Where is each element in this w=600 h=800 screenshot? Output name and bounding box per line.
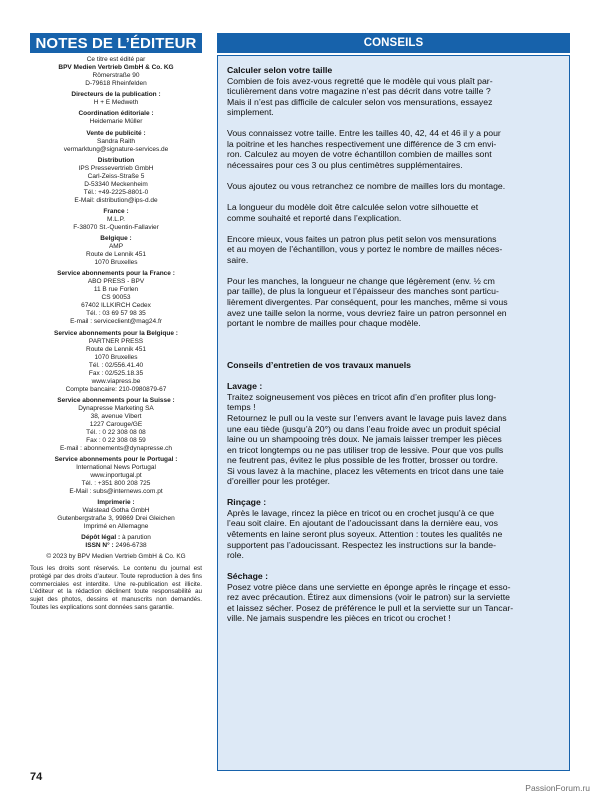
imprint-line: AMP: [108, 243, 124, 251]
legal-notice: Tous les droits sont réservés. Le contenu du journal est protégé par des droits d’auteur. Toute reproduction à des fins commerciales est interdite. Une re-publication est illicite. L’éditeur et la rédaction déclinent toute responsabilité au sujet des photos, dessins et manuscrits non demandés. Toutes les explications sont données sans garantie.: [30, 565, 202, 611]
imprint-line: IPS Pressevertrieb GmbH: [78, 164, 154, 172]
imprint-line: Route de Lennik 451: [86, 345, 146, 353]
imprint-line: ABO PRESS - BPV: [87, 278, 145, 286]
imprint-line-value: à parution: [120, 534, 151, 542]
paragraph-line: saire.: [227, 254, 249, 265]
care-block: [227, 571, 561, 624]
imprint-block: [30, 130, 202, 154]
imprint-block: [30, 330, 202, 394]
imprint-line: www.viapress.be: [91, 377, 141, 385]
imprint-line: 1070 Bruxelles: [94, 259, 138, 267]
imprint-line: Walstead Gotha GmbH: [82, 507, 150, 515]
care-line: vêtements en laine seront plus soyeux. Attention : toutes les qualités ne: [227, 528, 503, 539]
paragraph-line: et au moyen de l’échantillon, vous y portez le nombre de mailles néces-: [227, 244, 503, 255]
imprint-line-label: Dépôt légal :: [81, 534, 121, 542]
page-number: 74: [30, 771, 43, 783]
imprint-line: International News Portugal: [76, 463, 156, 471]
imprint-line: Fax : 02/525.18.35: [88, 369, 144, 377]
care-line: ne feutrent pas, évitez le plus possible de les frotter, brosser ou tordre.: [227, 455, 498, 466]
paragraph-line: Vous connaissez votre taille. Entre les tailles 40, 42, 44 et 46 il y a pour: [227, 128, 501, 139]
imprint-line: E-Mail : subs@internews.com.pt: [69, 487, 163, 495]
imprint-block-title: France :: [103, 207, 129, 215]
care-heading: Rinçage :: [227, 497, 267, 508]
paragraph-line: lièrement divergentes. Par conséquent, pour les manches, même si vous: [227, 297, 508, 308]
imprint-line: Compte bancaire: 210-0980879-67: [65, 385, 167, 393]
paragraph-line: nécessaires pour ces 3 ou plus centimètres supplémentaires.: [227, 159, 463, 170]
paragraph-line: Mais il n’est pas difficile de calculer selon vos mensurations, essayez: [227, 96, 493, 107]
imprint-line: E-Mail: distribution@ips-d.de: [74, 196, 158, 204]
paragraph-line: Encore mieux, vous faites un patron plus petit selon vos mensurations: [227, 233, 497, 244]
imprint-line: CS 90053: [101, 294, 131, 302]
imprint-line: Carl-Zeiss-Straße 5: [87, 172, 145, 180]
imprint-line: Gutenbergstraße 3, 99869 Drei Gleichen: [57, 515, 175, 523]
care-line: Après le lavage, rincez la pièce en tricot ou en crochet jusqu’à ce que: [227, 507, 495, 518]
section-heading: Conseils d’entretien de vos travaux manuels: [227, 360, 411, 371]
paragraph: [227, 202, 561, 223]
imprint-line: Dynapresse Marketing SA: [78, 404, 154, 412]
imprint-line: E-mail : abonnements@dynapresse.ch: [59, 444, 173, 452]
imprint-line: E-mail : serviceclient@mag24.fr: [70, 318, 162, 326]
imprint-block: [30, 56, 202, 88]
care-line: Si vous lavez à la machine, placez les vêtements en tricot dans une taie: [227, 465, 504, 476]
paragraph-line: simplement.: [227, 107, 274, 118]
imprint-line: PARTNER PRESS: [88, 337, 144, 345]
care-line: Posez votre pièce dans une serviette en éponge après le rinçage et esso-: [227, 581, 511, 592]
imprint-line-label: ISSN N° :: [85, 542, 114, 550]
care-line: et laissez sécher. Posez de préférence le pull et la serviette sur un Tancar-: [227, 602, 514, 613]
paragraph: [227, 234, 561, 266]
imprint-block-title: Distribution: [97, 156, 135, 164]
care-line: d’oreiller pour les protéger.: [227, 476, 330, 487]
section-heading: Calculer selon votre taille: [227, 65, 333, 75]
imprint-block: [30, 456, 202, 496]
imprint-block: [30, 91, 202, 107]
imprint-block-title: Service abonnements pour la France :: [57, 270, 175, 278]
paragraph-line: avez une taille selon la norme, vous devriez faire un patron personnel en: [227, 307, 507, 318]
imprint-block: [30, 110, 202, 126]
imprint-block: [30, 534, 202, 550]
editor-notes-title: NOTES DE L’ÉDITEUR: [30, 33, 202, 53]
imprint-block: [30, 208, 202, 232]
imprint-line: Heidemarie Müller: [89, 118, 143, 126]
paragraph-line: Pour les manches, la longueur ne change que légèrement (env. ½ cm: [227, 275, 495, 286]
conseils-column: [217, 33, 570, 771]
paragraph: [227, 76, 561, 118]
care-block: [227, 497, 561, 560]
imprint-line: Tél. : 02/556.41.40: [88, 361, 144, 369]
imprint-block: [30, 157, 202, 205]
conseils-title: CONSEILS: [217, 33, 570, 53]
imprint-line: Tél. : 03 69 57 98 35: [86, 310, 146, 318]
paragraph-line: par taille), de plus la longueur et l’épaisseur des manches sont particu-: [227, 286, 499, 297]
watermark: PassionForum.ru: [525, 783, 590, 793]
imprint-line-value: 2496-6738: [113, 542, 147, 550]
editor-notes-column: [30, 33, 202, 611]
imprint-line: Sandra Raith: [97, 137, 135, 145]
imprint-line: 1070 Bruxelles: [94, 353, 138, 361]
imprint-line: D-79618 Rheinfelden: [85, 80, 147, 87]
care-line: une eau tiède (jusqu’à 20°) ou dans l’eau froide avec un produit spécial: [227, 423, 501, 434]
paragraph: [227, 276, 561, 329]
paragraph-line: ron. Calculez au moyen de votre échantillon combien de mailles sont: [227, 149, 492, 160]
paragraph-line: la poitrine et les hanches respectivement une différence de 3 cm envi-: [227, 138, 497, 149]
imprint-line: Tél. : 0 22 308 08 08: [86, 428, 146, 436]
care-heading: Lavage :: [227, 381, 263, 392]
imprint-line: Imprimé en Allemagne: [83, 523, 149, 531]
imprint-line: Route de Lennik 451: [86, 251, 146, 259]
paragraph-line: Combien de fois avez-vous regretté que le modèle qui vous plaît par-: [227, 75, 493, 86]
imprint-block-title: Vente de publicité :: [86, 129, 146, 137]
imprint-line: M.L.P.: [107, 215, 125, 223]
imprint-line: Ce titre est édité par: [86, 56, 146, 63]
imprint-block: [30, 499, 202, 531]
imprint-block-title: Coordination éditoriale :: [78, 110, 154, 118]
care-line: temps !: [227, 402, 256, 413]
conseils-panel: [217, 55, 570, 771]
imprint-line: 38, avenue Vibert: [90, 412, 142, 420]
care-line: rez avec précaution. Étirez aux dimensions (voir le patron) sur la serviette: [227, 592, 510, 603]
copyright-line: © 2023 by BPV Medien Vertrieb GmbH & Co. KG: [46, 553, 186, 561]
imprint-line: Tél.: +49-2225-8801-0: [83, 188, 149, 196]
imprint-line: F-38070 St.-Quentin-Fallavier: [73, 223, 159, 231]
imprint-line: H + E Medweth: [93, 99, 139, 107]
imprint-line: 1227 Carouge/GE: [89, 420, 143, 428]
paragraph-line: comme souhaité et reporté dans l’explication.: [227, 212, 402, 223]
imprint-block-title: Imprimerie :: [97, 499, 135, 507]
care-line: l’eau soit claire. En ajoutant de l’adoucissant dans la dernière eau, vos: [227, 518, 498, 529]
care-line: Retournez le pull ou la veste sur l’envers avant le lavage puis lavez dans: [227, 412, 507, 423]
paragraph-line: Vous ajoutez ou vous retranchez ce nombre de mailles lors du montage.: [227, 181, 506, 192]
care-line: supportent pas l’adoucissant. Respectez les instructions sur la bande-: [227, 539, 496, 550]
section-care-body: [227, 381, 561, 624]
imprint-line: Fax : 0 22 308 08 59: [86, 436, 146, 444]
imprint-line: 11 B rue Forlen: [93, 286, 139, 294]
imprint-block-title: Service abonnements pour le Portugal :: [54, 455, 178, 463]
imprint: [30, 56, 202, 550]
paragraph-line: ticulièrement dans votre magazine n’est pas décrit dans votre taille ?: [227, 86, 491, 97]
imprint-block-title: Belgique :: [100, 235, 132, 243]
imprint-block-title: Service abonnements pour la Belgique :: [54, 329, 178, 337]
imprint-line: Römerstraße 90: [92, 72, 140, 79]
imprint-line: www.inportugal.pt: [90, 471, 142, 479]
care-line: Traitez soigneusement vos pièces en tricot afin d’en profiter plus long-: [227, 391, 497, 402]
imprint-line: 67402 ILLKIRCH Cedex: [81, 302, 151, 310]
imprint-block: [30, 270, 202, 326]
section-size-body: [227, 76, 561, 329]
care-heading: Séchage :: [227, 571, 269, 582]
care-block: [227, 381, 561, 486]
care-line: laine ou un shampooing très doux. Ne jamais laisser tremper les pièces: [227, 434, 502, 445]
care-line: role.: [227, 550, 244, 561]
care-line: en tricot longtemps ou ne pas utiliser trop de lessive. Pour que vos pulls: [227, 444, 504, 455]
imprint-line: D-53340 Meckenheim: [84, 180, 148, 188]
care-line: ville. Ne jamais suspendre les pièces en tricot ou crochet !: [227, 613, 451, 624]
imprint-block-title: Service abonnements pour la Suisse :: [57, 396, 175, 404]
imprint-block: [30, 235, 202, 267]
paragraph-line: La longueur du modèle doit être calculée selon votre silhouette et: [227, 202, 479, 213]
paragraph: [227, 128, 561, 170]
imprint-line: BPV Medien Vertrieb GmbH & Co. KG: [58, 64, 174, 71]
imprint-line: [30, 542, 202, 550]
imprint-block: [30, 397, 202, 453]
paragraph: [227, 181, 561, 192]
imprint-line: Tél. : +351 800 208 725: [81, 479, 151, 487]
imprint-line: vermarktung@signature-services.de: [63, 145, 169, 153]
imprint-block-title: Directeurs de la publication :: [71, 91, 161, 99]
paragraph-line: portant le nombre de mailles pour chaque modèle.: [227, 318, 421, 329]
